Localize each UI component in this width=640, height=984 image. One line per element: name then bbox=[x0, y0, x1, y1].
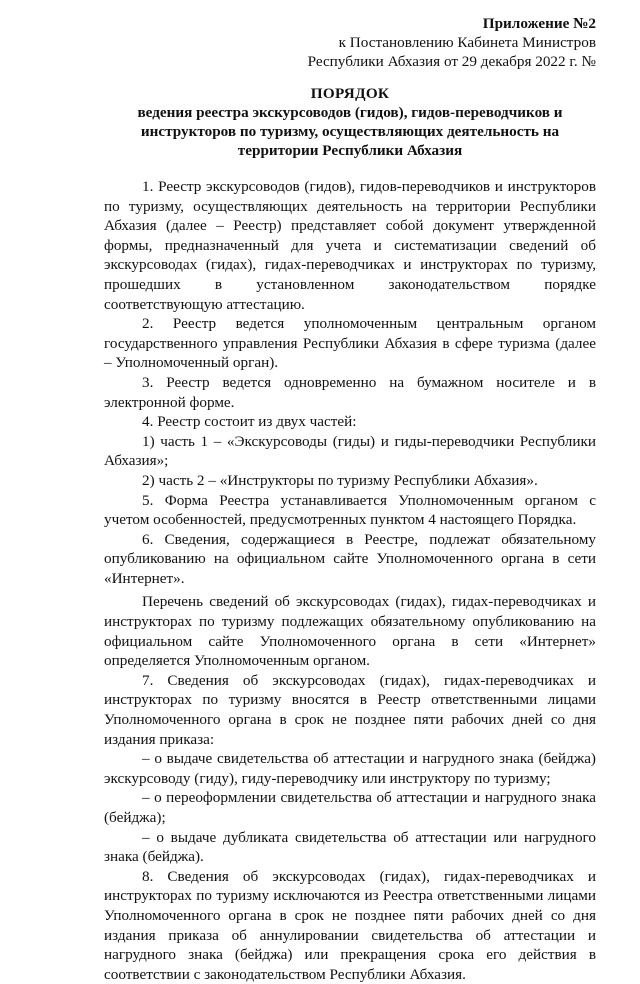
paragraph-6: 6. Сведения, содержащиеся в Реестре, подлежат обязательному опубликованию на официальном сайте Уполномоченного органа в сети «Интернет». bbox=[104, 530, 596, 587]
title-sub-2: инструкторов по туризму, осуществляющих деятельность на bbox=[140, 123, 560, 140]
header-line-1: к Постановлению Кабинета Министров bbox=[338, 34, 596, 51]
paragraph-8: 8. Сведения об экскурсоводах (гидах), гидах-переводчиках и инструкторах по туризму исключаются из Реестра ответственными лицами Уполномоченного органа в срок не позднее пяти рабочих дней со дня издания приказа об аннулировании свидетельства об аттестации и нагрудного знака (бейджа) или прекращения срока его действия в соответствии с законодательством Республики Абхазия. bbox=[104, 867, 596, 983]
paragraph-4-part-1: 1) часть 1 – «Экскурсоводы (гиды) и гиды-переводчики Республики Абхазия»; bbox=[104, 432, 596, 470]
paragraph-3: 3. Реестр ведется одновременно на бумажном носителе и в электронной форме. bbox=[104, 373, 596, 411]
paragraph-1: 1. Реестр экскурсоводов (гидов), гидов-переводчиков и инструкторов по туризму, осуществляющих деятельность на территории Республики Абхазия (далее – Реестр) представляет собой документ утвержденной формы, предназначенный для учета и систематизации сведений об экскурсоводах (гидах), гидах-переводчиках и инструкторах по туризму, прошедших в установленном законодательством порядке соответствующую аттестацию. bbox=[104, 178, 596, 313]
header-line-2: Республики Абхазия от 29 декабря 2022 г. № bbox=[307, 53, 596, 70]
title-sub-1: ведения реестра экскурсоводов (гидов), гидов-переводчиков и bbox=[137, 104, 563, 121]
paragraph-4: 4. Реестр состоит из двух частей: bbox=[142, 413, 357, 431]
title-main: ПОРЯДОК bbox=[310, 85, 390, 102]
paragraph-4-part-2: 2) часть 2 – «Инструкторы по туризму Республики Абхазия». bbox=[142, 471, 538, 489]
document-body bbox=[104, 177, 596, 984]
paragraph-5: 5. Форма Реестра устанавливается Уполномоченным органом с учетом особенностей, предусмотренных пунктом 4 настоящего Порядка. bbox=[104, 491, 596, 529]
document-title bbox=[104, 84, 596, 160]
paragraph-7: 7. Сведения об экскурсоводах (гидах), гидах-переводчиках и инструкторах по туризму вносятся в Реестр ответственными лицами Уполномоченного органа в срок не позднее пяти рабочих дней со дня издания приказа: bbox=[104, 671, 596, 748]
paragraph-7-item-2: – о переоформлении свидетельства об аттестации и нагрудного знака (бейджа); bbox=[104, 789, 596, 826]
paragraph-6-list: Перечень сведений об экскурсоводах (гидах), гидах-переводчиках и инструкторах по туризму подлежащих обязательному опубликованию на официальном сайте Уполномоченного органа в сети «Интернет» определяется Уполномоченным органом. bbox=[104, 593, 596, 670]
title-sub-3: территории Республики Абхазия bbox=[237, 142, 463, 159]
appendix-label: Приложение №2 bbox=[482, 15, 596, 32]
paragraph-2: 2. Реестр ведется уполномоченным центральным органом государственного управления Республики Абхазия в сфере туризма (далее – Уполномоченный орган). bbox=[104, 315, 596, 372]
paragraph-7-item-1: – о выдаче свидетельства об аттестации и нагрудного знака (бейджа) экскурсоводу (гиду), гиду-переводчику или инструктору по туризму; bbox=[104, 750, 596, 787]
document-header bbox=[104, 14, 596, 71]
paragraph-7-item-3: – о выдаче дубликата свидетельства об аттестации или нагрудного знака (бейджа). bbox=[104, 828, 596, 866]
